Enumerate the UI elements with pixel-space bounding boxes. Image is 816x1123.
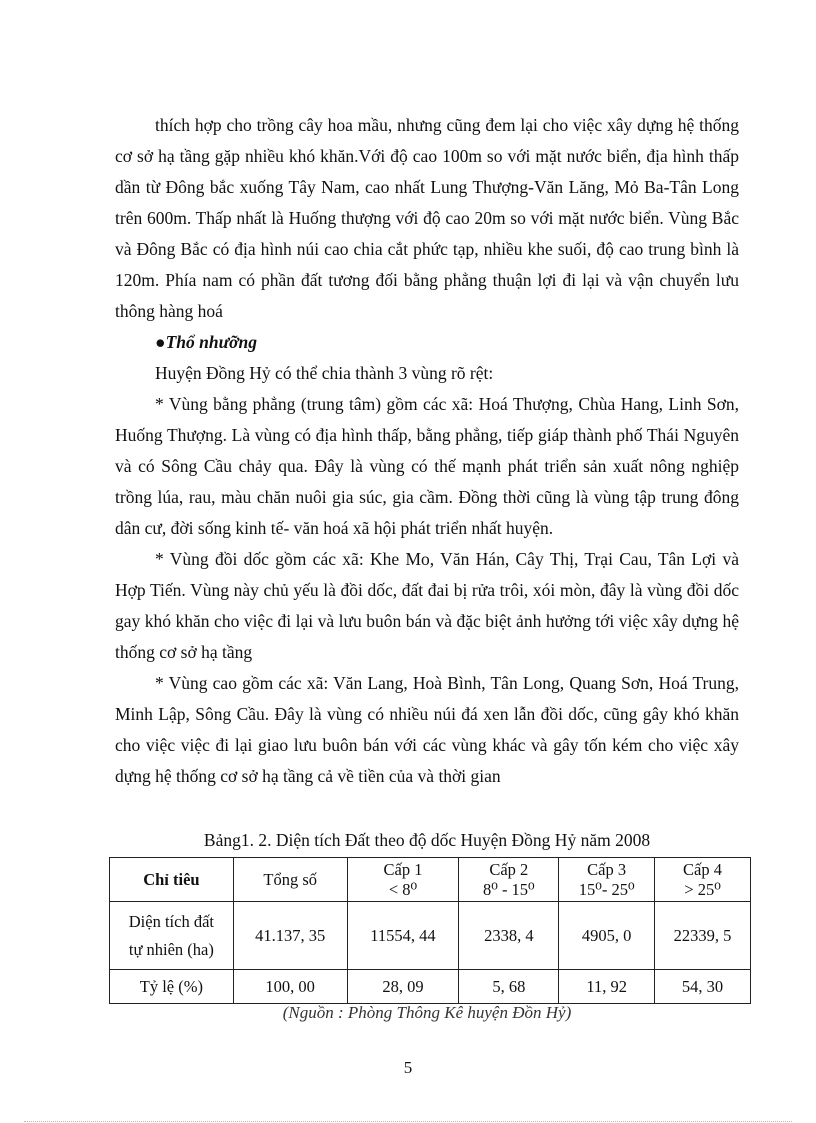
paragraph-terrain: thích hợp cho trồng cây hoa mầu, nhưng cũng đem lại cho việc xây dựng hệ thống cơ sở hạ tầng gặp nhiều khó khăn.Với độ cao 100m so với mặt nước biển, địa hình thấp dần từ Đông bắc xuống Tây Nam, cao nhất Lung Thượng-Văn Lăng, Mỏ Ba-Tân Long trên 600m. Thấp nhất là Huống thượng với độ cao 20m so với mặt nước biển. Vùng Bắc và Đông Bắc có địa hình núi cao chia cắt phức tạp, nhiều khe suối, độ cao trung bình là 120m. Phía nam có phần đất tương đối bằng phẳng thuận lợi đi lại và vận chuyển lưu thông hàng hoá xyxy=(115,115,739,321)
header-level-1-title: Cấp 1 xyxy=(383,859,423,879)
table-header-row xyxy=(110,858,751,902)
header-indicator: Chỉ tiêu xyxy=(110,858,234,902)
header-level-2 xyxy=(459,858,559,902)
row-label-area-line1: Diện tích đất xyxy=(128,911,214,931)
section-heading xyxy=(115,327,739,358)
footer-divider xyxy=(24,1121,792,1122)
cell-area-level-1: 11554, 44 xyxy=(347,902,459,970)
cell-ratio-level-4: 54, 30 xyxy=(655,970,751,1004)
slope-area-table xyxy=(109,857,751,1004)
cell-ratio-level-3: 11, 92 xyxy=(559,970,655,1004)
cell-area-level-2: 2338, 4 xyxy=(459,902,559,970)
bullet-icon: ● xyxy=(155,332,166,352)
cell-ratio-total: 100, 00 xyxy=(233,970,347,1004)
cell-area-total: 41.137, 35 xyxy=(233,902,347,970)
header-level-1-range: < 8⁰ xyxy=(388,879,418,899)
header-level-3-title: Cấp 3 xyxy=(587,859,627,879)
header-level-2-range: 8⁰ - 15⁰ xyxy=(482,879,535,899)
page-number: 5 xyxy=(403,1058,413,1077)
header-level-2-title: Cấp 2 xyxy=(489,859,529,879)
section-heading-text: Thổ nhưỡng xyxy=(165,332,257,352)
paragraph-hill-zone: * Vùng đồi dốc gồm các xã: Khe Mo, Văn Hán, Cây Thị, Trại Cau, Tân Lợi và Hợp Tiến. Vùng này chủ yếu là đồi dốc, đất đai bị rửa trôi, xói mòn, đây là vùng đồi dốc gay khó khăn cho việc đi lại và lưu buôn bán và đặc biệt ảnh hưởng tới việc xây dựng hệ thống cơ sở hạ tầng xyxy=(115,549,739,662)
header-level-3-range: 15⁰- 25⁰ xyxy=(578,879,635,899)
header-level-4-range: > 25⁰ xyxy=(684,879,721,899)
row-label-area-line2: tự nhiên (ha) xyxy=(128,939,214,959)
paragraph-intro: Huyện Đồng Hỷ có thể chia thành 3 vùng rõ rệt: xyxy=(155,363,494,383)
header-level-1 xyxy=(347,858,459,902)
row-label-area xyxy=(110,902,234,970)
row-label-ratio: Tỷ lệ (%) xyxy=(110,970,234,1004)
table-source-note: (Nguồn : Phòng Thông Kê huyện Đồn Hỷ) xyxy=(282,1003,572,1022)
cell-ratio-level-2: 5, 68 xyxy=(459,970,559,1004)
cell-area-level-4: 22339, 5 xyxy=(655,902,751,970)
cell-area-level-3: 4905, 0 xyxy=(559,902,655,970)
header-total: Tổng số xyxy=(233,858,347,902)
body-text xyxy=(115,110,739,792)
table-row-area xyxy=(110,902,751,970)
table-row-ratio xyxy=(110,970,751,1004)
header-level-4 xyxy=(655,858,751,902)
paragraph-flat-zone: * Vùng bằng phẳng (trung tâm) gồm các xã: Hoá Thượng, Chùa Hang, Linh Sơn, Huống Thượng. Là vùng có địa hình thấp, bằng phẳng, tiếp giáp thành phố Thái Nguyên và có Sông Cầu chảy qua. Đây là vùng có thế mạnh phát triển sản xuất nông nghiệp trồng lúa, rau, màu chăn nuôi gia súc, gia cầm. Đồng thời cũng là vùng tập trung đông dân cư, đời sống kinh tế- văn hoá xã hội phát triển nhất huyện. xyxy=(115,394,739,538)
header-level-3 xyxy=(559,858,655,902)
table-caption: Bảng1. 2. Diện tích Đất theo độ dốc Huyện Đồng Hỷ năm 2008 xyxy=(203,830,651,850)
header-level-4-title: Cấp 4 xyxy=(683,859,723,879)
cell-ratio-level-1: 28, 09 xyxy=(347,970,459,1004)
paragraph-high-zone: * Vùng cao gồm các xã: Văn Lang, Hoà Bình, Tân Long, Quang Sơn, Hoá Trung, Minh Lập, Sông Cầu. Đây là vùng có nhiều núi đá xen lẫn đồi dốc, cũng gây khó khăn cho việc việc đi lại giao lưu buôn bán với các vùng khác và gây tốn kém cho việc xây dựng hệ thống cơ sở hạ tầng cả về tiền của và thời gian xyxy=(115,673,739,786)
